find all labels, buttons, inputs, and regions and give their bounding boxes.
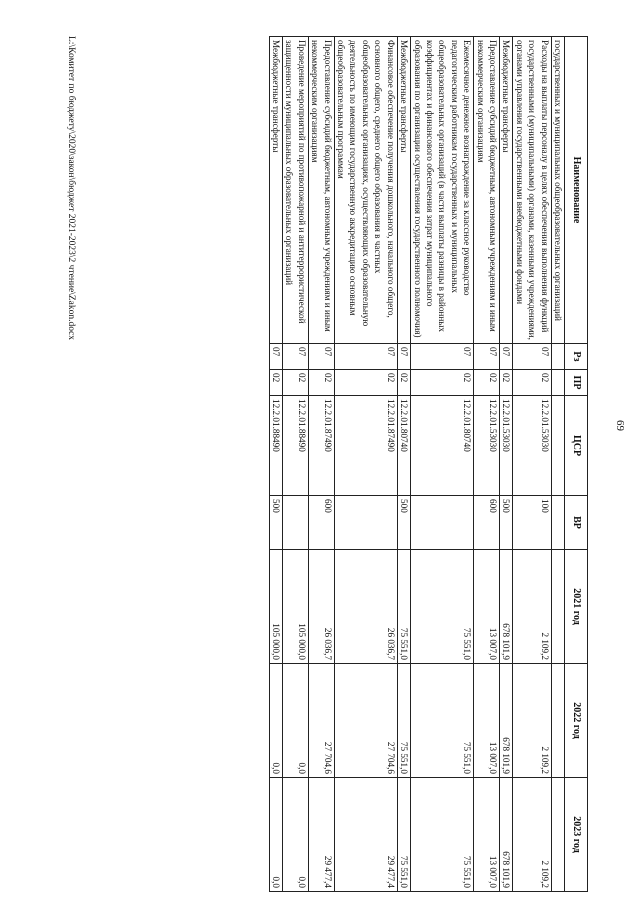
cell-name: государственных и муниципальных общеобразовательных организаций [551, 37, 564, 344]
cell-vr: 600 [308, 496, 334, 550]
table-row [308, 37, 334, 892]
cell-pr: 02 [474, 370, 500, 396]
header-rz: Рз [565, 344, 588, 370]
cell-pr: 02 [411, 370, 474, 396]
cell-pr: 02 [334, 370, 397, 396]
cell-y2021: 678 101,9 [499, 550, 512, 664]
cell-pr: 02 [397, 370, 410, 396]
cell-name: Межбюджетные трансферты [269, 37, 282, 344]
header-vr: ВР [565, 496, 588, 550]
cell-pr [551, 370, 564, 396]
table-row [513, 37, 551, 892]
cell-vr [283, 496, 309, 550]
cell-y2021: 105 000,0 [269, 550, 282, 664]
cell-y2022: 27 704,6 [334, 664, 397, 778]
cell-csr: 12.2.01.53030 [513, 396, 551, 496]
rotated-page-content [66, 36, 588, 891]
table-row [474, 37, 500, 892]
document-path-footer: L:\Комитет по бюджету\2020\закон\бюджет 2021-2023\2 чтение\Zakon.docx [66, 36, 76, 340]
cell-name: Предоставление субсидий бюджетным, автономным учреждениям и иным некоммерческим организациям [474, 37, 500, 344]
cell-name: Ежемесячное денежное вознаграждение за классное руководство педагогическим работникам государственных и муниципальных общеобразовательных организаций (в части выплаты разницы в районных коэффициентах и финансового обеспечения затрат муниципального образования по организации осуществления государственного полномочия) [411, 37, 474, 344]
cell-vr: 500 [397, 496, 410, 550]
cell-rz: 07 [334, 344, 397, 370]
header-2023: 2023 год [565, 778, 588, 892]
cell-vr: 600 [474, 496, 500, 550]
cell-csr: 12.2.01.53030 [499, 396, 512, 496]
cell-y2023: 29 477,4 [334, 778, 397, 892]
cell-csr: 12.2.01.80740 [397, 396, 410, 496]
cell-csr: 12.2.01.88490 [283, 396, 309, 496]
cell-y2022: 678 101,9 [499, 664, 512, 778]
cell-y2023: 13 007,0 [474, 778, 500, 892]
table-row [334, 37, 397, 892]
cell-pr: 02 [269, 370, 282, 396]
cell-name: Финансовое обеспечение получения дошкольного, начального общего, основного общего, среднего общего образования в частных общеобразовательных организациях, осуществляющих образовательную деятельность по имеющим государственную аккредитацию основным общеобразовательным программам [334, 37, 397, 344]
table-row [397, 37, 410, 892]
cell-vr: 100 [513, 496, 551, 550]
cell-y2023: 0,0 [269, 778, 282, 892]
page-number: 69 [614, 420, 626, 431]
cell-csr: 12.2.01.88490 [269, 396, 282, 496]
cell-y2023: 0,0 [283, 778, 309, 892]
cell-y2023: 2 109,2 [513, 778, 551, 892]
cell-y2022: 75 551,0 [411, 664, 474, 778]
cell-y2021: 105 000,0 [283, 550, 309, 664]
cell-y2022: 75 551,0 [397, 664, 410, 778]
cell-rz: 07 [283, 344, 309, 370]
cell-vr [334, 496, 397, 550]
cell-y2021: 26 036,7 [308, 550, 334, 664]
cell-name: Межбюджетные трансферты [397, 37, 410, 344]
cell-rz: 07 [513, 344, 551, 370]
cell-csr: 12.2.01.80740 [411, 396, 474, 496]
cell-name: Межбюджетные трансферты [499, 37, 512, 344]
cell-csr [551, 396, 564, 496]
cell-rz: 07 [269, 344, 282, 370]
cell-csr: 12.2.01.87490 [308, 396, 334, 496]
cell-y2021: 75 551,0 [411, 550, 474, 664]
cell-y2022: 0,0 [283, 664, 309, 778]
cell-y2023: 75 551,0 [397, 778, 410, 892]
cell-vr [551, 496, 564, 550]
cell-pr: 02 [308, 370, 334, 396]
cell-y2021: 26 036,7 [334, 550, 397, 664]
header-csr: ЦСР [565, 396, 588, 496]
header-2021: 2021 год [565, 550, 588, 664]
cell-rz: 07 [397, 344, 410, 370]
table-row [411, 37, 474, 892]
cell-y2023: 29 477,4 [308, 778, 334, 892]
table-row [283, 37, 309, 892]
cell-y2022: 0,0 [269, 664, 282, 778]
cell-pr: 02 [499, 370, 512, 396]
cell-vr: 500 [269, 496, 282, 550]
cell-y2023: 678 101,9 [499, 778, 512, 892]
cell-rz [551, 344, 564, 370]
cell-name: Расходы на выплаты персоналу в целях обеспечения выполнения функций государственными (муниципальными) органами, казенными учреждениями, органами управления государственными внебюджетными фондами [513, 37, 551, 344]
cell-y2023: 75 551,0 [411, 778, 474, 892]
cell-y2022: 13 007,0 [474, 664, 500, 778]
cell-name: Проведение мероприятий по противопожарной и антитеррористической защищенности муниципальных образовательных организаций [283, 37, 309, 344]
cell-rz: 07 [411, 344, 474, 370]
cell-pr: 02 [513, 370, 551, 396]
cell-pr: 02 [283, 370, 309, 396]
cell-y2021: 13 007,0 [474, 550, 500, 664]
table-row [269, 37, 282, 892]
cell-y2022: 2 109,2 [513, 664, 551, 778]
header-name: Наименование [565, 37, 588, 344]
cell-name: Предоставление субсидий бюджетным, автономным учреждениям и иным некоммерческим организациям [308, 37, 334, 344]
cell-rz: 07 [474, 344, 500, 370]
table-row [499, 37, 512, 892]
cell-y2023 [551, 778, 564, 892]
cell-vr [411, 496, 474, 550]
cell-vr: 500 [499, 496, 512, 550]
table-header-row [565, 37, 588, 892]
cell-csr: 12.2.01.53030 [474, 396, 500, 496]
cell-y2022 [551, 664, 564, 778]
header-2022: 2022 год [565, 664, 588, 778]
table-row [551, 37, 564, 892]
cell-rz: 07 [308, 344, 334, 370]
header-pr: ПР [565, 370, 588, 396]
cell-y2021: 75 551,0 [397, 550, 410, 664]
cell-rz: 07 [499, 344, 512, 370]
cell-y2022: 27 704,6 [308, 664, 334, 778]
cell-y2021 [551, 550, 564, 664]
cell-csr: 12.2.01.87490 [334, 396, 397, 496]
cell-y2021: 2 109,2 [513, 550, 551, 664]
budget-table [269, 36, 588, 892]
